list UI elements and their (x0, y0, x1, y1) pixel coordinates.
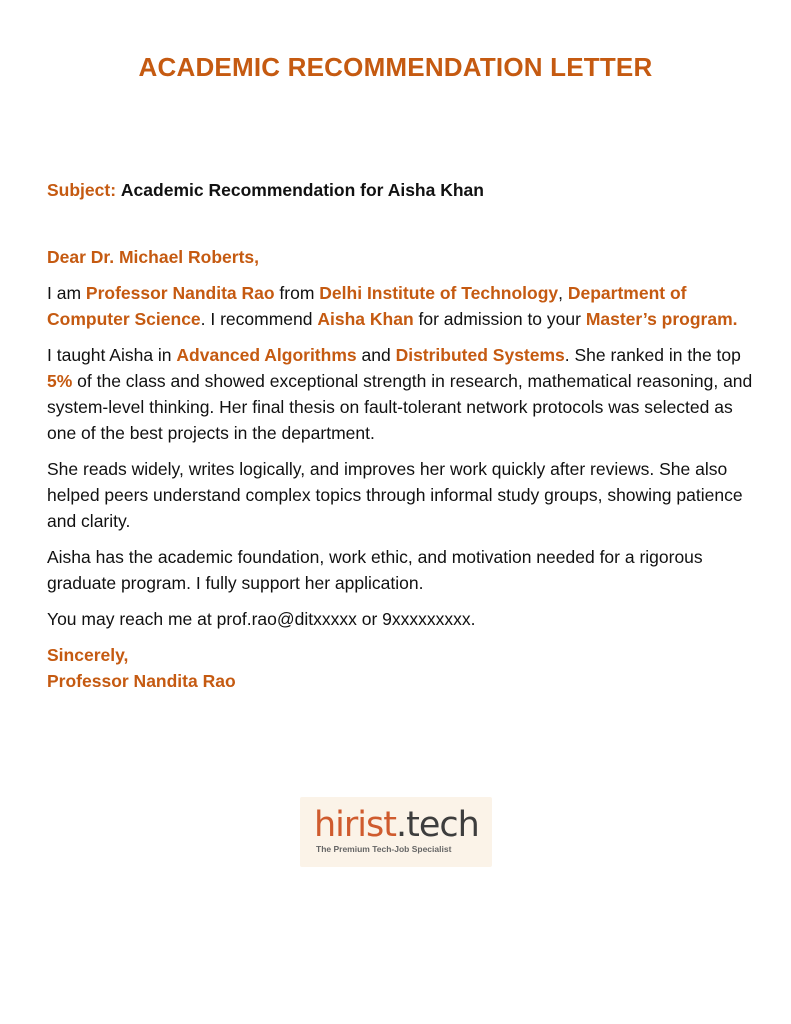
institute-name: Delhi Institute of Technology (319, 283, 559, 303)
intro-text-4: . I recommend (200, 309, 318, 329)
paragraph-intro (47, 280, 757, 332)
intro-text-3: , (558, 283, 568, 303)
closing: Sincerely, (47, 645, 129, 665)
program-name: Master’s program. (585, 309, 738, 329)
course-distributed-systems: Distributed Systems (395, 345, 565, 365)
professor-name: Professor Nandita Rao (85, 283, 275, 303)
rank-percent: 5% (47, 371, 73, 391)
courses-text-2: and (356, 345, 396, 365)
paragraph-character: She reads widely, writes logically, and improves her work quickly after reviews. She also helped peers understand complex topics through informal study groups, showing patience and clarity. (47, 459, 743, 531)
subject-text: Academic Recommendation for Aisha Khan (120, 180, 484, 200)
courses-text-4: of the class and showed exceptional strength in research, mathematical reasoning, and system-level thinking. Her final thesis on fault-tolerant network protocols was selected as one of the best projects in the department. (47, 371, 753, 443)
courses-text-1: I taught Aisha in (47, 345, 177, 365)
paragraph-courses (47, 342, 757, 446)
paragraph-contact: You may reach me at prof.rao@ditxxxxx or 9xxxxxxxxx. (47, 609, 476, 629)
courses-text-3: . She ranked in the top (564, 345, 741, 365)
subject-label: Subject: (47, 180, 117, 200)
course-advanced-algorithms: Advanced Algorithms (176, 345, 357, 365)
intro-text-1: I am (47, 283, 86, 303)
paragraph-support: Aisha has the academic foundation, work ethic, and motivation needed for a rigorous graduate program. I fully support her application. (47, 547, 703, 593)
subject-line (47, 177, 757, 203)
intro-text-2: from (274, 283, 320, 303)
letter-body (47, 177, 757, 694)
logo-word-hirist: hirist (314, 805, 396, 845)
signature: Professor Nandita Rao (47, 671, 236, 691)
intro-text-5: for admission to your (413, 309, 586, 329)
logo-wordmark (314, 805, 479, 845)
hirist-tech-logo (300, 797, 492, 867)
logo-tagline: The Premium Tech-Job Specialist (316, 844, 452, 854)
logo-word-tech: .tech (395, 805, 479, 845)
department-name: Department of Computer Science (47, 283, 687, 329)
letter-title: ACADEMIC RECOMMENDATION LETTER (138, 52, 653, 82)
greeting: Dear Dr. Michael Roberts, (47, 247, 260, 267)
student-name: Aisha Khan (317, 309, 414, 329)
